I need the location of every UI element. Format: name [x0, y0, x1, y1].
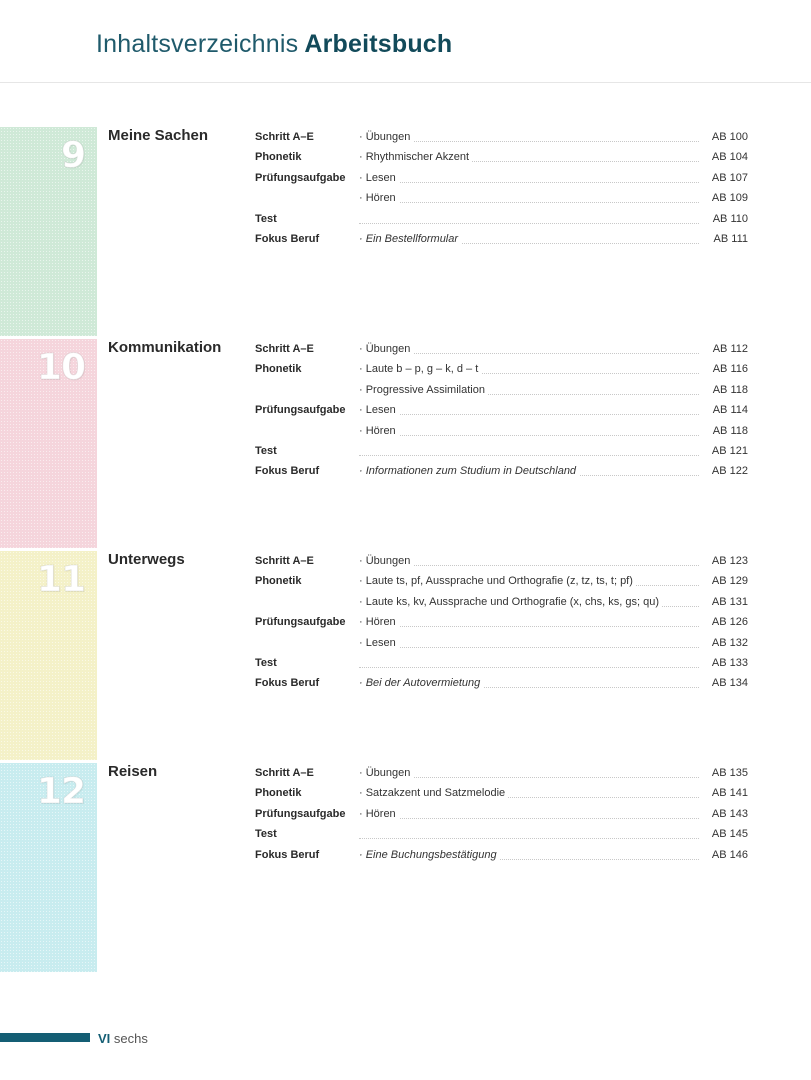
- toc-entry[interactable]: [255, 400, 755, 420]
- entry-category: Fokus Beruf: [255, 465, 320, 478]
- entry-page-ref: AB 116: [712, 363, 748, 376]
- entry-description: · Hören: [359, 188, 399, 208]
- chapter-title: Reisen: [108, 763, 158, 780]
- chapter-title: Kommunikation: [108, 339, 222, 356]
- entry-description: · Lesen: [359, 400, 399, 420]
- chapter-color-band: [0, 551, 97, 760]
- dot-leader: [359, 414, 699, 415]
- entry-category: Schritt A–E: [255, 555, 314, 567]
- entry-page-ref: AB 135: [711, 767, 748, 779]
- entry-category: Test: [255, 444, 277, 457]
- entry-category: Fokus Beruf: [255, 677, 320, 690]
- entry-description: · Progressive Assimilation: [359, 380, 488, 400]
- entry-page-ref: AB 104: [711, 151, 748, 164]
- entry-description: · Informationen zum Studium in Deutschland: [359, 461, 579, 481]
- entry-category: Phonetik: [255, 151, 302, 164]
- toc-entry[interactable]: [255, 441, 755, 461]
- entry-page-ref: AB 141: [711, 787, 748, 800]
- toc-entry[interactable]: [255, 147, 755, 167]
- toc-entry[interactable]: [255, 783, 755, 803]
- entry-description: · Übungen: [359, 551, 413, 571]
- dot-leader: [359, 223, 699, 224]
- dot-leader: [359, 182, 699, 183]
- toc-entry[interactable]: [255, 763, 755, 783]
- toc-entry[interactable]: [255, 188, 755, 208]
- chapter-color-band: [0, 763, 97, 972]
- toc-entry[interactable]: [255, 592, 755, 612]
- entry-description: · Laute ks, kv, Aussprache und Orthografie (x, chs, ks, gs; qu): [359, 592, 662, 612]
- header-divider: [0, 82, 811, 83]
- chapter-number: 11: [36, 559, 85, 600]
- chapter-number: 10: [36, 347, 85, 388]
- entry-description: · Satzakzent und Satzmelodie: [359, 783, 508, 803]
- entry-page-ref: AB 112: [712, 343, 748, 355]
- toc-entry[interactable]: [255, 551, 755, 571]
- entry-category: Test: [255, 828, 277, 841]
- entry-description: · Übungen: [359, 763, 413, 783]
- entry-page-ref: AB 111: [713, 232, 748, 245]
- entry-category: Phonetik: [255, 363, 302, 376]
- page-footer: [98, 1031, 148, 1046]
- entry-category: Test: [255, 656, 277, 669]
- toc-entry[interactable]: [255, 127, 755, 147]
- entry-description: · Übungen: [359, 339, 413, 359]
- toc-entry[interactable]: [255, 633, 755, 653]
- toc-entry[interactable]: [255, 380, 755, 400]
- entry-page-ref: AB 121: [711, 444, 748, 457]
- title-bold: Arbeitsbuch: [304, 30, 453, 58]
- chapter-entries: [255, 127, 755, 249]
- entry-page-ref: AB 100: [711, 131, 748, 143]
- entry-category: Schritt A–E: [255, 343, 314, 355]
- entry-page-ref: AB 143: [711, 807, 748, 820]
- entry-description: · Übungen: [359, 127, 413, 147]
- footer-bar: [0, 1033, 90, 1042]
- page-title: [96, 30, 452, 59]
- toc-entry[interactable]: [255, 653, 755, 673]
- chapter-number: 9: [60, 135, 85, 176]
- page-number-roman: VI: [98, 1031, 111, 1046]
- toc-entry[interactable]: [255, 673, 755, 693]
- toc-entry[interactable]: [255, 845, 755, 865]
- entry-page-ref: AB 145: [711, 828, 748, 841]
- entry-description: · Hören: [359, 804, 399, 824]
- toc-entry[interactable]: [255, 612, 755, 632]
- chapter-title: Unterwegs: [108, 551, 185, 568]
- toc-entry[interactable]: [255, 359, 755, 379]
- toc-entry[interactable]: [255, 229, 755, 249]
- entry-category: Fokus Beruf: [255, 232, 320, 245]
- entry-page-ref: AB 132: [711, 636, 748, 649]
- entry-page-ref: AB 118: [712, 383, 748, 396]
- entry-page-ref: AB 129: [711, 575, 748, 588]
- entry-category: Schritt A–E: [255, 131, 314, 143]
- entry-page-ref: AB 126: [711, 616, 748, 629]
- entry-page-ref: AB 134: [711, 677, 748, 690]
- chapter-color-band: [0, 127, 97, 336]
- entry-description: · Bei der Autovermietung: [359, 673, 483, 693]
- entry-description: · Laute b – p, g – k, d – t: [359, 359, 481, 379]
- chapter-title: Meine Sachen: [108, 127, 209, 144]
- entry-description: · Hören: [359, 612, 399, 632]
- toc-entry[interactable]: [255, 421, 755, 441]
- entry-category: Prüfungsaufgabe: [255, 404, 346, 417]
- entry-category: Fokus Beruf: [255, 848, 320, 861]
- dot-leader: [359, 202, 699, 203]
- entry-category: Phonetik: [255, 787, 302, 800]
- entry-category: Prüfungsaufgabe: [255, 616, 346, 629]
- entry-page-ref: AB 114: [712, 404, 748, 417]
- toc-entry[interactable]: [255, 571, 755, 591]
- entry-page-ref: AB 118: [712, 424, 748, 437]
- toc-entry[interactable]: [255, 461, 755, 481]
- chapter-entries: [255, 763, 755, 865]
- chapter-entries: [255, 339, 755, 482]
- dot-leader: [359, 838, 699, 839]
- entry-category: Prüfungsaufgabe: [255, 171, 346, 184]
- entry-description: · Laute ts, pf, Aussprache und Orthografie (z, tz, ts, t; pf): [359, 571, 636, 591]
- entry-category: Phonetik: [255, 575, 302, 588]
- entry-page-ref: AB 146: [711, 848, 748, 861]
- entry-page-ref: AB 123: [711, 555, 748, 567]
- entry-description: · Lesen: [359, 168, 399, 188]
- chapter-number: 12: [36, 771, 85, 812]
- entry-page-ref: AB 110: [712, 212, 748, 225]
- entry-description: · Rhythmischer Akzent: [359, 147, 472, 167]
- dot-leader: [359, 626, 699, 627]
- entry-description: · Eine Buchungsbestätigung: [359, 845, 500, 865]
- entry-category: Schritt A–E: [255, 767, 314, 779]
- toc-entry[interactable]: [255, 168, 755, 188]
- toc-entry[interactable]: [255, 209, 755, 229]
- entry-description: · Lesen: [359, 633, 399, 653]
- entry-page-ref: AB 109: [711, 192, 748, 205]
- toc-entry[interactable]: [255, 804, 755, 824]
- toc-entry[interactable]: [255, 339, 755, 359]
- chapter-color-band: [0, 339, 97, 548]
- entry-category: Test: [255, 212, 277, 225]
- dot-leader: [359, 667, 699, 668]
- dot-leader: [359, 818, 699, 819]
- entry-page-ref: AB 107: [711, 171, 748, 184]
- dot-leader: [359, 435, 699, 436]
- page-number-word: sechs: [113, 1031, 148, 1046]
- chapter-entries: [255, 551, 755, 694]
- entry-page-ref: AB 131: [711, 595, 748, 608]
- entry-page-ref: AB 122: [711, 465, 748, 478]
- entry-description: · Hören: [359, 421, 399, 441]
- entry-category: Prüfungsaufgabe: [255, 807, 346, 820]
- dot-leader: [359, 455, 699, 456]
- entry-page-ref: AB 133: [711, 656, 748, 669]
- entry-description: · Ein Bestellformular: [359, 229, 461, 249]
- toc-entry[interactable]: [255, 824, 755, 844]
- dot-leader: [359, 647, 699, 648]
- title-light: Inhaltsverzeichnis: [96, 30, 299, 58]
